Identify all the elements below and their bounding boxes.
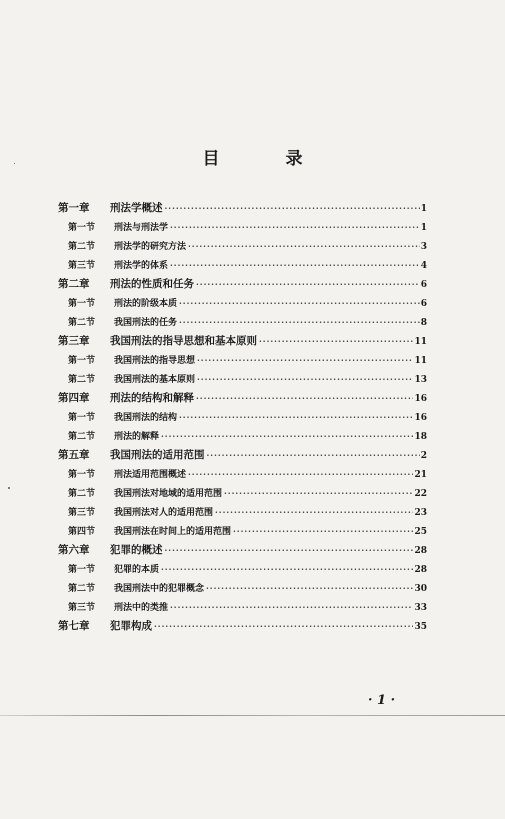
toc-entry-label: 第五章 — [58, 449, 90, 461]
toc-entry-page: 28 — [414, 546, 427, 556]
toc-entry-label: 第六章 — [58, 544, 90, 556]
toc-entry-title: 刑法学的研究方法 — [114, 242, 187, 252]
toc-leader-dots — [259, 333, 413, 349]
toc-entry-page: 23 — [414, 508, 427, 518]
toc-entry-title: 我国刑法在时间上的适用范围 — [114, 527, 232, 537]
toc-entry-label: 第三节 — [68, 508, 96, 518]
toc-leader-dots — [170, 257, 420, 273]
toc-section-entry — [68, 295, 427, 311]
toc-leader-dots — [207, 447, 420, 463]
toc-leader-dots — [196, 390, 413, 406]
toc-entry-page: 35 — [414, 622, 427, 632]
toc-leader-dots — [170, 219, 420, 235]
toc-entry-label: 第二节 — [68, 489, 96, 499]
toc-chapter-entry — [58, 447, 427, 463]
toc-section-entry — [68, 580, 427, 596]
toc-entry-label: 第二章 — [58, 278, 90, 290]
toc-section-entry — [68, 504, 427, 520]
toc-entry-label: 第三章 — [58, 335, 90, 347]
toc-entry-title: 犯罪的概述 — [110, 544, 163, 556]
toc-entry-title: 刑法中的类推 — [114, 603, 169, 613]
toc-chapter-entry — [58, 333, 427, 349]
toc-entry-label: 第二节 — [68, 318, 96, 328]
toc-section-entry — [68, 257, 427, 273]
toc-entry-title: 我国刑法的结构 — [114, 413, 178, 423]
toc-entry-title: 犯罪的本质 — [114, 565, 160, 575]
toc-entry-label: 第一节 — [68, 223, 96, 233]
toc-leader-dots — [154, 618, 413, 634]
toc-chapter-entry — [58, 390, 427, 406]
toc-entry-page: 11 — [414, 337, 427, 347]
toc-section-entry — [68, 466, 427, 482]
toc-entry-label: 第四章 — [58, 392, 90, 404]
toc-leader-dots — [179, 314, 420, 330]
scan-speck — [14, 163, 15, 164]
toc-chapter-entry — [58, 200, 427, 216]
toc-section-entry — [68, 561, 427, 577]
toc-entry-page: 8 — [420, 318, 427, 328]
toc-entry-title: 刑法学概述 — [110, 202, 163, 214]
toc-entry-page: 21 — [414, 470, 427, 480]
toc-section-entry — [68, 352, 427, 368]
scan-speck — [8, 487, 10, 489]
toc-chapter-entry — [58, 542, 427, 558]
toc-leader-dots — [188, 238, 420, 254]
toc-leader-dots — [206, 580, 413, 596]
toc-entry-page: 16 — [414, 394, 427, 404]
toc-entry-title: 我国刑法的指导思想和基本原则 — [110, 335, 257, 347]
toc-entry-label: 第一节 — [68, 565, 96, 575]
toc-entry-label: 第二节 — [68, 584, 96, 594]
toc-entry-title: 刑法的阶级本质 — [114, 299, 178, 309]
toc-entry-page: 1 — [420, 223, 427, 233]
toc-leader-dots — [188, 466, 413, 482]
toc-leader-dots — [161, 428, 413, 444]
toc-entry-title: 刑法适用范围概述 — [114, 470, 187, 480]
toc-leader-dots — [179, 409, 413, 425]
toc-entry-page: 11 — [414, 356, 427, 366]
toc-leader-dots — [233, 523, 413, 539]
toc-entry-label: 第一节 — [68, 470, 96, 480]
toc-section-entry — [68, 599, 427, 615]
toc-entry-title: 我国刑法对人的适用范围 — [114, 508, 214, 518]
toc-entry-title: 我国刑法的指导思想 — [114, 356, 196, 366]
toc-leader-dots — [161, 561, 413, 577]
toc-chapter-entry — [58, 618, 427, 634]
toc-entry-label: 第二节 — [68, 432, 96, 442]
toc-entry-title: 刑法与刑法学 — [114, 223, 169, 233]
toc-section-entry — [68, 485, 427, 501]
toc-entry-label: 第二节 — [68, 242, 96, 252]
toc-entry-title: 我国刑法对地域的适用范围 — [114, 489, 223, 499]
toc-entry-label: 第一章 — [58, 202, 90, 214]
toc-entry-page: 6 — [420, 280, 427, 290]
toc-entry-title: 刑法学的体系 — [114, 261, 169, 271]
toc-leader-dots — [197, 352, 413, 368]
toc-entry-page: 4 — [420, 261, 427, 271]
toc-entry-page: 16 — [414, 413, 427, 423]
toc-entry-page: 25 — [414, 527, 427, 537]
toc-leader-dots — [215, 504, 413, 520]
toc-leader-dots — [196, 276, 420, 292]
toc-entry-label: 第二节 — [68, 375, 96, 385]
toc-entry-page: 33 — [414, 603, 427, 613]
toc-entry-label: 第七章 — [58, 620, 90, 632]
toc-entry-page: 13 — [414, 375, 427, 385]
toc-section-entry — [68, 371, 427, 387]
toc-section-entry — [68, 428, 427, 444]
toc-entry-label: 第四节 — [68, 527, 96, 537]
toc-leader-dots — [165, 542, 414, 558]
toc-entry-page: 28 — [414, 565, 427, 575]
toc-section-entry — [68, 523, 427, 539]
toc-entry-label: 第三节 — [68, 603, 96, 613]
toc-entry-page: 6 — [420, 299, 427, 309]
toc-entry-label: 第一节 — [68, 413, 96, 423]
toc-entry-title: 刑法的性质和任务 — [110, 278, 194, 290]
toc-leader-dots — [165, 200, 420, 216]
toc-entry-label: 第三节 — [68, 261, 96, 271]
toc-entry-page: 18 — [414, 432, 427, 442]
toc-leader-dots — [179, 295, 420, 311]
toc-entry-label: 第一节 — [68, 356, 96, 366]
toc-section-entry — [68, 238, 427, 254]
toc-section-entry — [68, 314, 427, 330]
page-number: · 1 · — [368, 693, 396, 708]
toc-section-entry — [68, 409, 427, 425]
toc-entry-page: 22 — [414, 489, 427, 499]
toc-entry-page: 3 — [420, 242, 427, 252]
page-bottom-rule — [0, 715, 505, 716]
toc-entry-title: 我国刑法的适用范围 — [110, 449, 205, 461]
toc-entry-title: 刑法的解释 — [114, 432, 160, 442]
toc-entry-page: 1 — [420, 204, 427, 214]
toc-section-entry — [68, 219, 427, 235]
toc-entry-title: 我国刑法的任务 — [114, 318, 178, 328]
toc-entry-title: 我国刑法中的犯罪概念 — [114, 584, 205, 594]
toc-entry-page: 2 — [420, 451, 427, 461]
toc-chapter-entry — [58, 276, 427, 292]
toc-entry-title: 犯罪构成 — [110, 620, 152, 632]
toc-leader-dots — [170, 599, 413, 615]
toc-leader-dots — [224, 485, 413, 501]
toc-entry-title: 刑法的结构和解释 — [110, 392, 194, 404]
page-title: 目 录 — [202, 149, 333, 169]
toc-entry-page: 30 — [414, 584, 427, 594]
toc-entry-label: 第一节 — [68, 299, 96, 309]
toc-entry-title: 我国刑法的基本原则 — [114, 375, 196, 385]
toc-leader-dots — [197, 371, 413, 387]
